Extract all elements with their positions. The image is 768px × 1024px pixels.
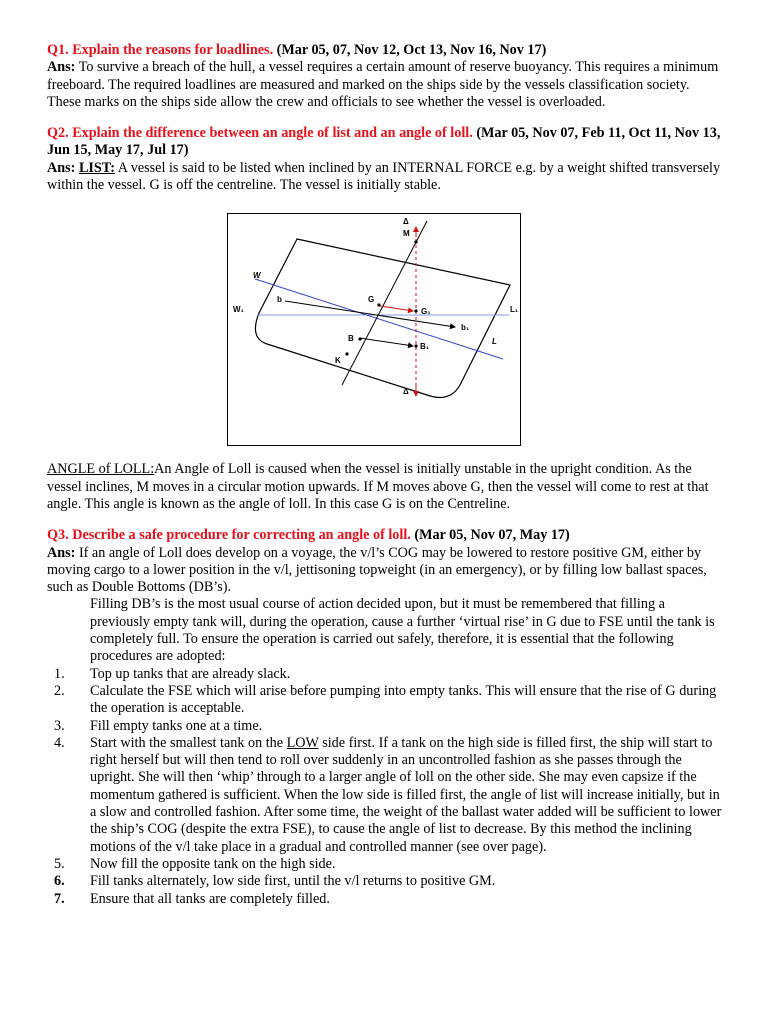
angle-of-loll-paragraph — [47, 461, 723, 513]
diagram-frame — [228, 214, 521, 446]
question-2-refs: (Mar 05, Nov 07, Feb 11, Oct 11, Nov 13, Jun 15, May 17, Jul 17) — [47, 125, 721, 159]
document-page — [47, 42, 723, 908]
step-text: Top up tanks that are already slack. — [90, 665, 291, 682]
point-b1 — [414, 345, 417, 348]
point-g1 — [414, 310, 417, 313]
list-text: A vessel is said to be listed when inclined by an INTERNAL FORCE e.g. by a weight shifted transversely within the vessel. G is off the centreline. The vessel is initially stable. — [47, 159, 721, 194]
hull-outline — [255, 239, 510, 397]
label-w: W — [253, 271, 261, 281]
step-text-pre: Start with the smallest tank on the — [90, 734, 287, 751]
procedure-step — [47, 683, 723, 718]
label-l1: L₁ — [510, 305, 519, 315]
question-3-refs: (Mar 05, Nov 07, May 17) — [414, 527, 570, 544]
step-text: Fill empty tanks one at a time. — [90, 717, 263, 734]
procedure-step — [47, 718, 723, 735]
procedure-list — [47, 666, 723, 908]
label-b: b — [277, 295, 282, 305]
g-shift-arrow — [380, 306, 413, 311]
loll-text: An Angle of Loll is caused when the vessel is initially unstable in the upright condition. As the vessel inclines, M moves in a circular motion upwards. If M moves above G, then the vessel will come to rest at that angle. This angle is known as the angle of loll. In this case G is on the Centreline. — [47, 461, 709, 512]
question-3 — [47, 527, 723, 908]
answer-label: Ans: — [47, 544, 76, 561]
question-2-answer — [47, 160, 723, 195]
step-number: 7. — [54, 890, 65, 907]
answer-label: Ans: — [47, 159, 76, 176]
procedure-step — [47, 735, 723, 856]
step-number: 2. — [54, 682, 65, 699]
answer-label: Ans: — [47, 59, 76, 76]
point-b — [358, 338, 361, 341]
step-text-underlined: LOW — [286, 734, 319, 751]
question-2-title: Q2. Explain the difference between an angle of list and an angle of loll. — [47, 125, 473, 142]
step-number: 6. — [54, 873, 65, 890]
loll-label: ANGLE of LOLL: — [47, 461, 155, 478]
question-3-intro — [47, 545, 723, 597]
step-number: 3. — [54, 717, 65, 734]
question-2 — [47, 125, 723, 513]
question-2-heading — [47, 125, 723, 160]
centre-of-buoyancy-arrow — [360, 338, 413, 346]
question-1-refs: (Mar 05, 07, Nov 12, Oct 13, Nov 16, Nov 17) — [276, 42, 547, 58]
answer-intro: If an angle of Loll does develop on a voyage, the v/l’s COG may be lowered to restore positive GM, either by moving cargo to a lower position in the v/l, jettisoning topweight (in an emergency), or by filling low ballast spaces, such as Double Bottoms (DB’s). — [47, 544, 707, 596]
label-b1-upper: B₁ — [420, 342, 430, 352]
procedure-step — [47, 891, 723, 908]
question-3-heading — [47, 527, 723, 544]
question-3-paragraph-2: Filling DB’s is the most usual course of action decided upon, but it must be remembered that filling a previously empty tank will, during the operation, cause a further ‘virtual rise’ in G due to FSE until the tank is completely full. To ensure the operation is carried out safely, therefore, it is essential that the following procedures are adopted: — [90, 596, 715, 665]
step-number: 4. — [54, 734, 65, 751]
step-text: Calculate the FSE which will arise before pumping into empty tanks. This will ensure that the rise of G during the operation is acceptable. — [90, 682, 717, 717]
label-m: M — [403, 229, 410, 239]
procedure-step — [47, 873, 723, 890]
question-1-title: Q1. Explain the reasons for loadlines. — [47, 42, 274, 58]
list-stability-diagram — [227, 213, 521, 446]
step-text: Ensure that all tanks are completely filled. — [90, 890, 330, 907]
list-label: LIST: — [78, 159, 115, 176]
label-delta-top: Δ — [403, 217, 409, 227]
list-diagram-figure — [47, 213, 723, 446]
question-1-heading — [47, 42, 723, 59]
inclined-waterline — [255, 279, 503, 359]
label-l: L — [492, 337, 497, 347]
label-k: K — [335, 356, 341, 366]
step-text: Now fill the opposite tank on the high side. — [90, 855, 336, 872]
answer-text: To survive a breach of the hull, a vessel requires a certain amount of reserve buoyancy. This requires a minimum freeboard. The required loadlines are measured and marked on the ships side by the vessels classification society. These marks on the ships side allow the crew and officials to see whether the vessel is overloaded. — [47, 59, 719, 110]
step-text: Fill tanks alternately, low side first, until the v/l returns to positive GM. — [90, 873, 496, 890]
procedure-step — [47, 856, 723, 873]
step-number: 1. — [54, 665, 65, 682]
step-number: 5. — [54, 855, 65, 872]
question-3-title: Q3. Describe a safe procedure for correcting an angle of loll. — [47, 527, 411, 544]
point-m — [414, 241, 417, 244]
point-g — [377, 304, 380, 307]
label-delta-bottom: Δ — [403, 387, 409, 397]
label-g: G — [368, 295, 375, 305]
step-text: side first. If a tank on the high side is filled first, the ship will start to right herself but will then tend to roll over suddenly in an uncontrolled fashion as she passes through the upright. She will then ‘whip’ through to a larger angle of loll on the other side. She may even capsize if the momentum gathered is sufficient. When the low side is filled first, the angle of list will increase initially, but in a slow and controlled fashion. After some time, the weight of the ballast water added will be sufficient to lower the ship’s COG (despite the extra FSE), to cause the angle of list to decrease. By this method the inclining motions of the v/l take place in a gradual and controlled manner (see over page). — [90, 734, 722, 855]
label-g1: G₁ — [421, 307, 431, 317]
label-b-upper: B — [348, 334, 354, 344]
ship-centreline — [342, 221, 427, 385]
point-k — [345, 353, 348, 356]
label-b1-small: b₁ — [461, 323, 470, 333]
label-w1: W₁ — [233, 305, 244, 315]
question-1 — [47, 42, 723, 111]
procedure-step — [47, 666, 723, 683]
question-1-answer — [47, 59, 723, 111]
